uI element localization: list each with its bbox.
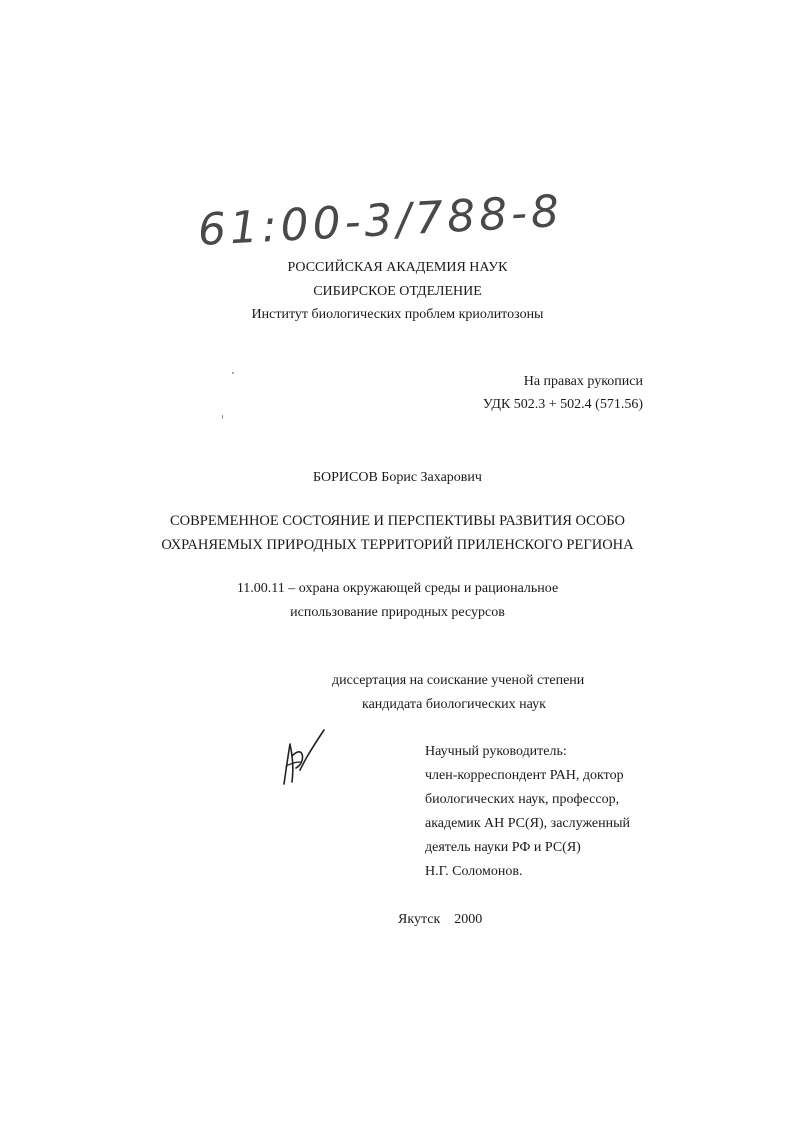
signature-mark — [278, 726, 328, 788]
scan-speck — [222, 415, 223, 419]
supervisor-heading: Научный руководитель: — [425, 744, 567, 759]
academy-name: РОССИЙСКАЯ АКАДЕМИЯ НАУК — [287, 260, 508, 275]
degree-line-1: диссертация на соискание ученой степени — [332, 673, 585, 688]
handwritten-archive-code: 61:00-3/788-8 — [196, 185, 565, 256]
footer-place-date — [398, 911, 482, 929]
udc-code: УДК 502.3 + 502.4 (571.56) — [482, 397, 643, 412]
author-name: БОРИСОВ Борис Захарович — [313, 470, 482, 485]
supervisor-line-5: деятель науки РФ и РС(Я) — [425, 840, 581, 855]
dissertation-title-line-2: ОХРАНЯЕМЫХ ПРИРОДНЫХ ТЕРРИТОРИЙ ПРИЛЕНСКОГО РЕГИОНА — [161, 537, 634, 553]
scan-speck — [232, 372, 234, 374]
dissertation-title-line-1: СОВРЕМЕННОЕ СОСТОЯНИЕ И ПЕРСПЕКТИВЫ РАЗВИТИЯ ОСОБО — [169, 513, 625, 529]
supervisor-name: Н.Г. Соломонов. — [425, 864, 523, 879]
footer-city: Якутск — [398, 912, 441, 927]
footer-year: 2000 — [454, 912, 483, 927]
specialty-line-1: 11.00.11 – охрана окружающей среды и рациональное — [236, 581, 559, 596]
supervisor-line-3: биологических наук, профессор, — [425, 792, 620, 807]
degree-line-2: кандидата биологических наук — [362, 697, 546, 712]
specialty-line-2: использование природных ресурсов — [290, 605, 505, 620]
supervisor-line-4: академик АН РС(Я), заслуженный — [425, 816, 631, 831]
manuscript-rights: На правах рукописи — [523, 374, 643, 389]
institute-name: Институт биологических проблем криолитозоны — [251, 307, 544, 322]
supervisor-line-2: член-корреспондент РАН, доктор — [425, 768, 624, 783]
branch-name: СИБИРСКОЕ ОТДЕЛЕНИЕ — [313, 284, 482, 299]
